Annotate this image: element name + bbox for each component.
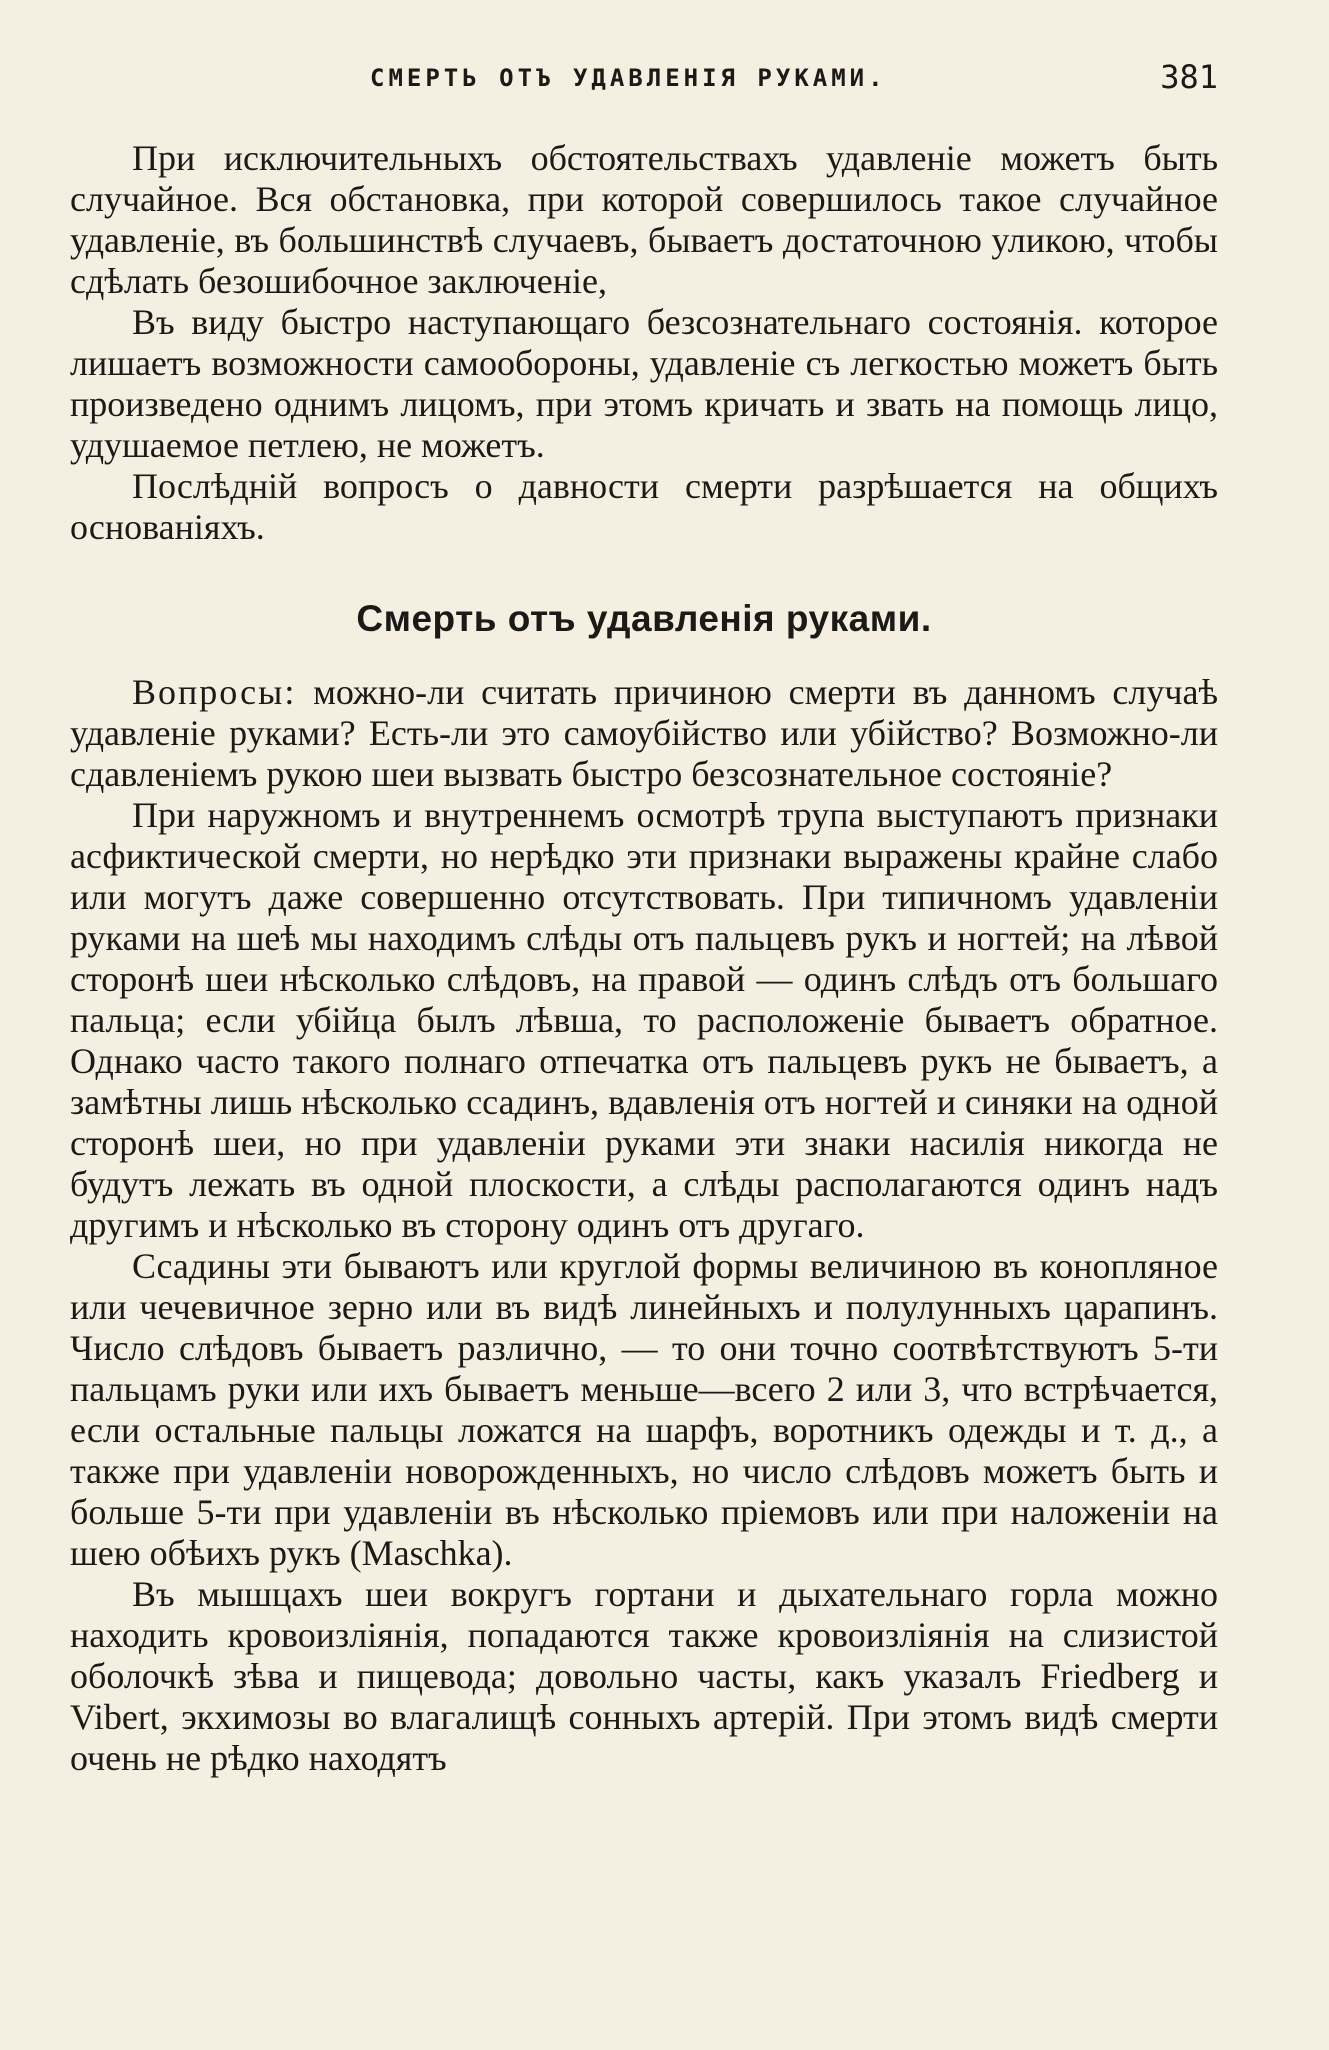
paragraph-examination-signs: При наружномъ и внутреннемъ осмотрѣ трупа выступаютъ признаки асфиктической смерти, но нерѣдко эти признаки выражены крайне слабо или могутъ даже совершенно отсутствовать. При типичномъ удавленіи руками на шеѣ мы находимъ слѣды отъ пальцевъ рукъ и ногтей; на лѣвой сторонѣ шеи нѣсколько слѣдовъ, на правой — одинъ слѣдъ отъ большаго пальца; если убійца былъ лѣвша, то расположеніе бываетъ обратное. Однако часто такого полнаго отпечатка отъ пальцевъ рукъ не бываетъ, а замѣтны лишь нѣсколько ссадинъ, вдавленія отъ ногтей и синяки на одной сторонѣ шеи, но при удавленіи руками эти знаки насилія никогда не будутъ лежать въ одной плоскости, а слѣды располагаются одинъ надъ другимъ и нѣсколько въ сторону одинъ отъ другаго. <box>70 795 1218 1245</box>
running-title: СМЕРТЬ ОТЪ УДАВЛЕНІЯ РУКАМИ. <box>370 64 887 92</box>
paragraph-accidental-strangulation: При исключительныхъ обстоятельствахъ удавленіе можетъ быть случайное. Вся обстановка, при которой совершилось такое случайное удавленіе, въ большинствѣ случаевъ, бываетъ достаточною уликою, чтобы сдѣлать безошибочное заключеніе, <box>70 138 1218 301</box>
paragraph-questions <box>70 672 1218 795</box>
paragraph-hemorrhages: Въ мышцахъ шеи вокругъ гортани и дыхательнаго горла можно находить кровоизліянія, попадаются также кровоизліянія на слизистой оболочкѣ зѣва и пищевода; довольно часты, какъ указалъ Friedberg и Vibert, экхимозы во влагалищѣ сонныхъ артерій. При этомъ видѣ смерти очень не рѣдко находятъ <box>70 1574 1218 1778</box>
page-number: 381 <box>1160 58 1218 96</box>
questions-label: Вопросы: <box>132 672 297 712</box>
section-heading: Смерть отъ удавленія руками. <box>356 598 932 639</box>
questions-text: можно-ли считать причиною смерти въ данномъ случаѣ удавленіе руками? Есть-ли это самоубійство или убійство? Возможно-ли сдавленіемъ рукою шеи вызвать быстро безсознательное состояніе? <box>70 672 1218 794</box>
paragraph-unconscious-state: Въ виду быстро наступающаго безсознательнаго состоянія. которое лишаетъ возможности самообороны, удавленіе съ легкостью можетъ быть произведено однимъ лицомъ, при этомъ кричать и звать на помощь лицо, удушаемое петлею, не можетъ. <box>70 302 1218 465</box>
paragraph-time-of-death: Послѣдній вопросъ о давности смерти разрѣшается на общихъ основаніяхъ. <box>70 466 1218 547</box>
running-head <box>70 52 1218 102</box>
page <box>70 52 1218 1779</box>
paragraph-abrasions: Ссадины эти бываютъ или круглой формы величиною въ конопляное или чечевичное зерно или въ видѣ линейныхъ и полулунныхъ царапинъ. Число слѣдовъ бываетъ различно, — то они точно соотвѣтствуютъ 5-ти пальцамъ руки или ихъ бываетъ меньше—всего 2 или 3, что встрѣчается, если остальные пальцы ложатся на шарфъ, воротникъ одежды и т. д., а также при удавленіи новорожденныхъ, но число слѣдовъ можетъ быть и больше 5-ти при удавленіи въ нѣсколько пріемовъ или при наложеніи на шею обѣихъ рукъ (Maschka). <box>70 1246 1218 1573</box>
